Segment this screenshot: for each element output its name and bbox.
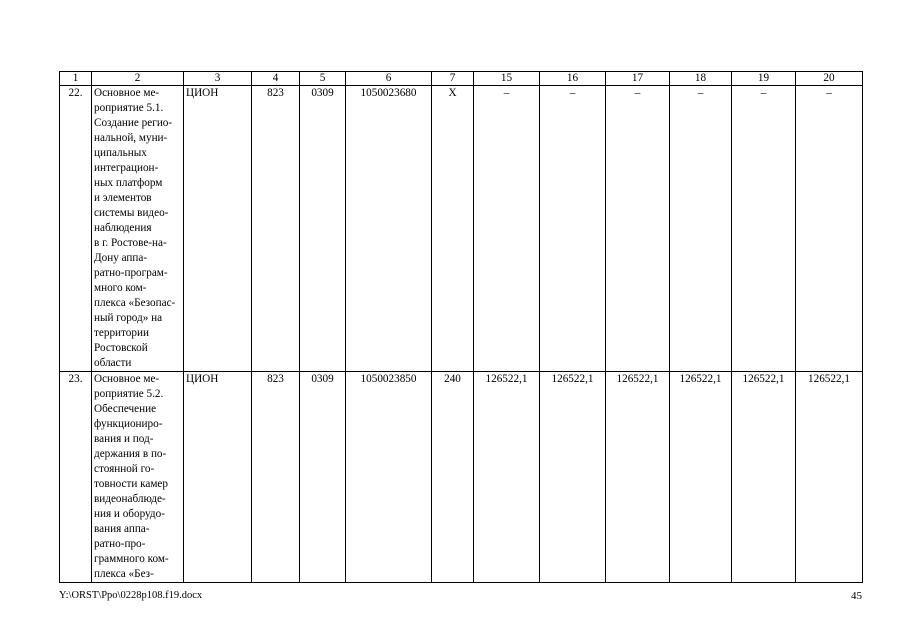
cell-col18: – [670,86,732,372]
cell-col19: – [732,86,796,372]
cell-col17: 126522,1 [606,372,670,583]
column-header: 15 [474,72,540,86]
executor-cell: ЦИОН [184,372,252,583]
table-header-row [60,72,863,86]
cell-col7: Х [432,86,474,372]
cell-col15: – [474,86,540,372]
table-row [60,86,863,372]
row-number: 23. [60,372,92,583]
cell-col6: 1050023680 [346,86,432,372]
column-header: 17 [606,72,670,86]
cell-col16: 126522,1 [540,372,606,583]
page-number: 45 [851,590,862,602]
column-header: 3 [184,72,252,86]
column-header: 6 [346,72,432,86]
cell-col18: 126522,1 [670,372,732,583]
column-header: 19 [732,72,796,86]
column-header: 4 [252,72,300,86]
column-header: 5 [300,72,346,86]
row-number: 22. [60,86,92,372]
executor-cell: ЦИОН [184,86,252,372]
column-header: 20 [796,72,863,86]
cell-col15: 126522,1 [474,372,540,583]
cell-col4: 823 [252,86,300,372]
column-header: 1 [60,72,92,86]
cell-col6: 1050023850 [346,372,432,583]
column-header: 7 [432,72,474,86]
cell-col5: 0309 [300,86,346,372]
cell-col5: 0309 [300,372,346,583]
footer-file-path: Y:\ORST\Ppo\0228p108.f19.docx [59,590,203,601]
cell-col19: 126522,1 [732,372,796,583]
cell-col20: 126522,1 [796,372,863,583]
table-row [60,372,863,583]
cell-col16: – [540,86,606,372]
column-header: 18 [670,72,732,86]
cell-col4: 823 [252,372,300,583]
measure-name: Основное ме- роприятие 5.2. Обеспечение функциониро- вания и под- держания в по- стоянной го- товности камер видеонаблюде- ния и оборудо- вания аппа- ратно-про- граммного ком- плекса «Без- [92,372,184,583]
measure-name: Основное ме- роприятие 5.1. Создание регио- нальной, муни- ципальных интеграцион- ных платформ и элементов системы видео- наблюдения в г. Ростове-на- Дону аппа- ратно-програм- много ком- плекса «Безопас- ный город» на территории Ростовской области [92,86,184,372]
column-header: 2 [92,72,184,86]
cell-col20: – [796,86,863,372]
budget-table [59,71,863,583]
cell-col17: – [606,86,670,372]
cell-col7: 240 [432,372,474,583]
column-header: 16 [540,72,606,86]
